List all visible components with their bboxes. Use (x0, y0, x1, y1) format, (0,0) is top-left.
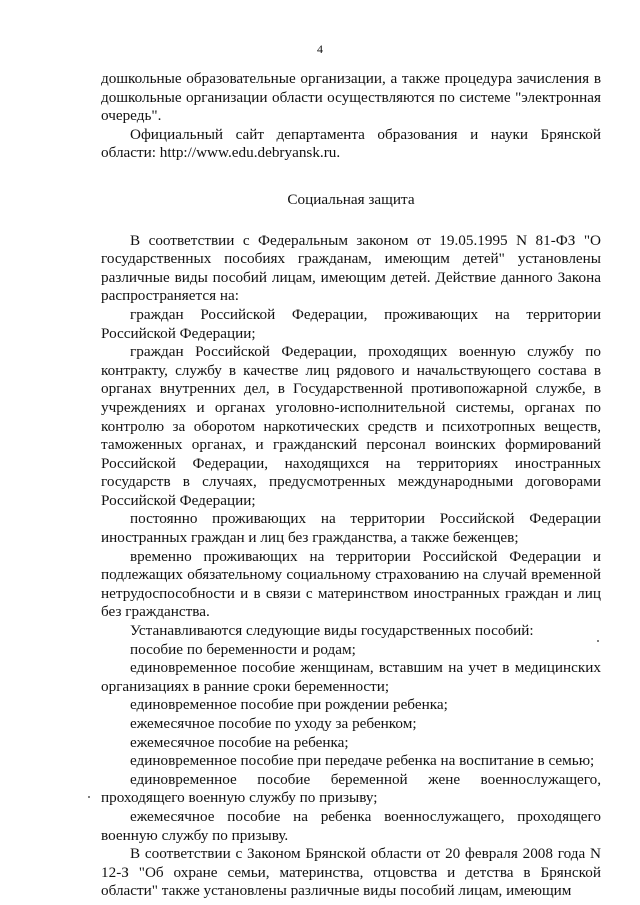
paragraph-benefit-types-intro: Устанавливаются следующие виды государственных пособий: (130, 622, 534, 640)
list-item-citizens-residing: граждан Российской Федерации, проживающих на территории Российской Федерации; (101, 305, 601, 342)
list-item-conscript-wife-benefit: единовременное пособие беременной жене военнослужащего, проходящего военную службу по призыву; (101, 770, 601, 807)
list-item-temporary-residents: временно проживающих на территории Российской Федерации и подлежащих обязательному социальному страхованию на случай временной нетрудоспособности и в связи с материнством иностранных граждан и лиц без гражданства. (101, 547, 601, 621)
page-number: 4 (317, 42, 323, 56)
paragraph-regional-law: В соответствии с Законом Брянской области от 20 февраля 2008 года N 12-З "Об охране семьи, материнства, отцовства и детства в Брянской области" также установлены различные виды пособий лицам, имеющим (101, 845, 601, 900)
list-item-citizens-serving: граждан Российской Федерации, проходящих военную службу по контракту, службу в качестве лиц рядового и начальствующего состава в органах внутренних дел, в Государственной противопожарной службе, в учреждениях и органах уголовно-исполнительной системы, органах по контролю за оборотом наркотических средств и психотропных веществ, таможенных органах, и гражданский персонал воинских формирований Российской Федерации, находящихся на территориях иностранных государств в случаях, предусмотренных международными договорами Российской Федерации; (101, 343, 601, 509)
list-item-early-registration-benefit: единовременное пособие женщинам, вставшим на учет в медицинских организациях в ранние сроки беременности; (101, 659, 601, 695)
paragraph-federal-law: В соответствии с Федеральным законом от 19.05.1995 N 81-ФЗ "О государственных пособиях гражданам, имеющим детей" установлены различные виды пособий лицам, имеющим детей. Действие данного Закона распространяется на: (101, 231, 601, 305)
list-item-maternity-benefit: пособие по беременности и родам; (130, 640, 356, 658)
list-item-childcare-benefit: ежемесячное пособие по уходу за ребенком; (130, 715, 417, 732)
list-item-monthly-child-benefit: ежемесячное пособие на ребенка; (130, 733, 349, 751)
section-heading: Социальная защита (287, 190, 415, 208)
list-item-birth-benefit: единовременное пособие при рождении ребенка; (130, 696, 448, 714)
paragraph-intro-continuation: дошкольные образовательные организации, а также процедура зачисления в дошкольные организации области осуществляются по системе "электронная очередь". (101, 70, 601, 125)
scan-speck (88, 796, 90, 798)
scan-speck (597, 640, 599, 642)
list-item-foster-benefit: единовременное пособие при передаче ребенка на воспитание в семью; (130, 752, 595, 770)
paragraph-official-site: Официальный сайт департамента образования и науки Брянской области: http://www.edu.debryansk.ru. (101, 125, 601, 162)
list-item-conscript-child-benefit: ежемесячное пособие на ребенка военнослужащего, проходящего военную службу по призыву. (101, 807, 601, 844)
document-body (101, 70, 601, 901)
list-item-permanent-residents: постоянно проживающих на территории Российской Федерации иностранных граждан и лиц без гражданства, а также беженцев; (101, 510, 601, 547)
